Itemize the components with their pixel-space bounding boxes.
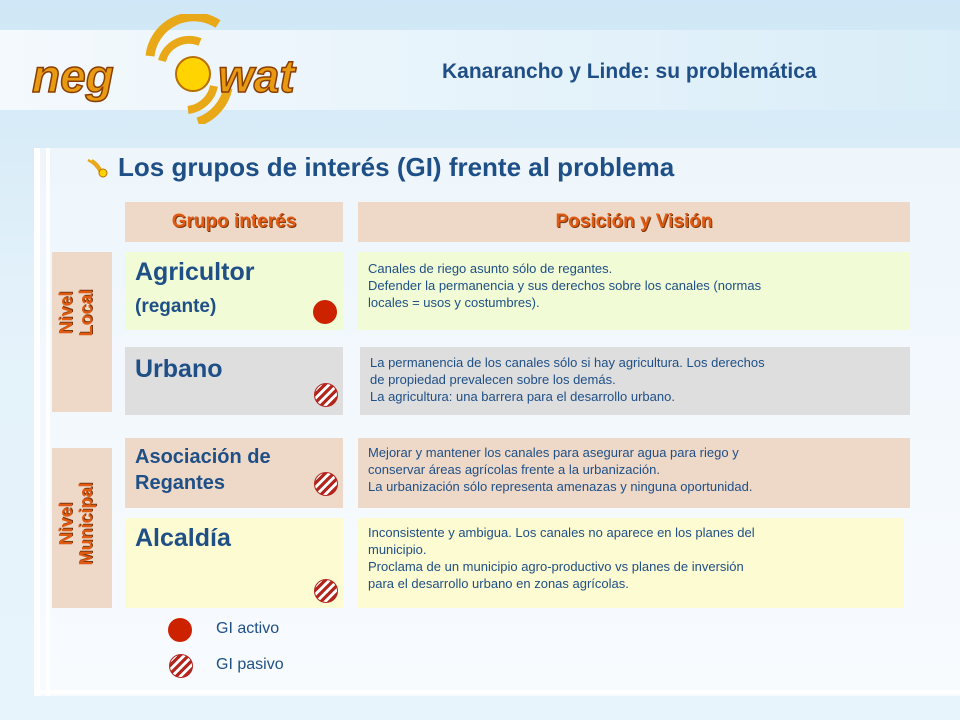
level-label-line: Municipal — [76, 482, 96, 566]
level-label-line: Local — [76, 289, 96, 337]
divider-line — [40, 690, 960, 694]
group-box-asociacion — [125, 438, 343, 508]
group-box-alcaldia — [125, 518, 343, 608]
passive-marker-icon — [314, 472, 338, 496]
level-label-municipal — [56, 464, 96, 584]
position-box-urbano — [360, 347, 910, 415]
page-title: Kanarancho y Linde: su problemática — [442, 60, 817, 83]
group-name: Alcaldía — [135, 524, 231, 552]
legend-active-icon — [168, 618, 192, 642]
group-name: Agricultor — [135, 258, 255, 286]
position-line: La agricultura: una barrera para el desarrollo urbano. — [370, 389, 675, 404]
passive-marker-icon — [314, 579, 338, 603]
negowat-logo — [28, 14, 328, 124]
position-line: Inconsistente y ambigua. Los canales no aparece en los planes del — [368, 525, 755, 540]
position-line: Canales de riego asunto sólo de regantes. — [368, 261, 613, 276]
column-header-group: Grupo interés — [125, 202, 343, 242]
position-line: conservar áreas agrícolas frente a la urbanización. — [368, 462, 660, 477]
group-box-agricultor — [125, 252, 343, 330]
position-box-alcaldia — [358, 518, 904, 608]
legend-active-label: GI activo — [216, 620, 280, 637]
divider-line — [46, 148, 50, 696]
position-line: La urbanización sólo representa amenazas y ninguna oportunidad. — [368, 479, 753, 494]
group-name-sub: Regantes — [135, 472, 226, 494]
column-header-position: Posición y Visión — [358, 202, 910, 242]
position-box-asociacion — [358, 438, 910, 508]
position-line: de propiedad prevalecen sobre los demás. — [370, 372, 616, 387]
legend-passive-label: GI pasivo — [216, 656, 284, 673]
position-line: para el desarrollo urbano en zonas agrícolas. — [368, 576, 629, 591]
position-line: Mejorar y mantener los canales para asegurar agua para riego y — [368, 445, 739, 460]
legend-passive-icon — [169, 654, 193, 678]
position-line: La permanencia de los canales sólo si hay agricultura. Los derechos — [370, 355, 765, 370]
level-label-line: Nivel — [56, 291, 76, 335]
section-heading: Los grupos de interés (GI) frente al problema — [118, 152, 675, 182]
divider-line — [34, 148, 40, 696]
group-name: Urbano — [135, 355, 223, 383]
svg-text:neg: neg — [32, 50, 114, 102]
group-name: Asociación de — [135, 446, 271, 468]
position-box-agricultor — [358, 252, 910, 330]
active-marker-icon — [313, 300, 337, 324]
group-name-sub: (regante) — [135, 296, 217, 317]
position-line: locales = usos y costumbres). — [368, 295, 540, 310]
bullet-icon — [86, 158, 108, 178]
group-box-urbano — [125, 347, 343, 415]
passive-marker-icon — [314, 383, 338, 407]
level-label-local — [56, 258, 96, 368]
position-line: Defender la permanencia y sus derechos sobre los canales (normas — [368, 278, 762, 293]
svg-text:wat: wat — [218, 50, 295, 102]
position-line: Proclama de un municipio agro-productivo vs planes de inversión — [368, 559, 744, 574]
level-label-line: Nivel — [56, 502, 76, 546]
position-line: municipio. — [368, 542, 427, 557]
